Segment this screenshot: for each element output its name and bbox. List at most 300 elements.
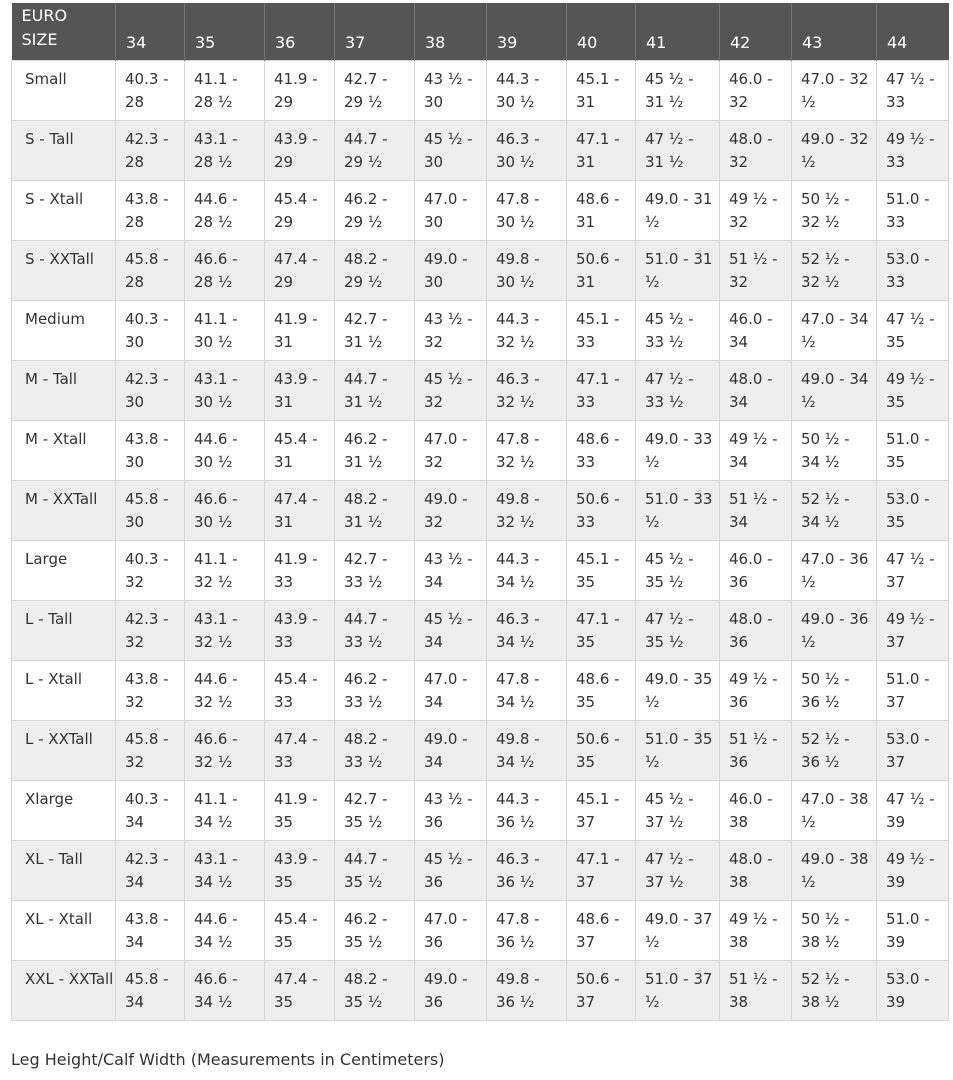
measurement-cell [335, 240, 415, 300]
cell-line: 35 ½ [344, 812, 383, 831]
cell-line: 51.0 - 31 [645, 249, 713, 268]
cell-line: 51.0 - [886, 189, 930, 208]
measurement-cell [116, 360, 185, 420]
cell-line: 34 ½ [801, 512, 840, 531]
cell-line: 48.6 - [576, 189, 620, 208]
measurement-cell [335, 540, 415, 600]
cell-line: ½ [645, 752, 660, 771]
measurement-cell [720, 780, 792, 840]
cell-line: 35 ½ [645, 572, 684, 591]
cell-line: 33 ½ [645, 392, 684, 411]
cell-line: 36 [729, 752, 749, 771]
measurement-cell [877, 180, 949, 240]
cell-line: 48.0 - [729, 129, 773, 148]
cell-line: 49.0 - 31 [645, 189, 713, 208]
cell-line: 28 [125, 152, 145, 171]
cell-line: 37 [886, 752, 906, 771]
cell-line: 49 ½ - [886, 849, 935, 868]
cell-line: 39 [886, 812, 906, 831]
measurement-cell [487, 300, 567, 360]
cell-line: 33 [886, 92, 906, 111]
cell-line: 28 [125, 212, 145, 231]
measurement-cell [567, 420, 636, 480]
cell-line: 45.4 - [274, 669, 318, 688]
cell-line: 34 [729, 512, 749, 531]
measurement-cell [877, 780, 949, 840]
cell-line: 47 ½ - [645, 129, 694, 148]
measurement-cell [636, 240, 720, 300]
measurement-cell [265, 960, 335, 1020]
measurement-cell [335, 720, 415, 780]
cell-line: 41.1 - [194, 69, 238, 88]
row-label: L - Tall [12, 600, 116, 660]
cell-line: 49.0 - 35 [645, 669, 713, 688]
cell-line: 30 ½ [194, 512, 233, 531]
measurement-cell [877, 660, 949, 720]
cell-line: 41.9 - [274, 69, 318, 88]
measurement-cell [116, 960, 185, 1020]
cell-line: 48.2 - [344, 969, 388, 988]
cell-line: 34 ½ [194, 992, 233, 1011]
measurement-cell [636, 960, 720, 1020]
row-label: S - XXTall [12, 240, 116, 300]
cell-line: 31 ½ [344, 392, 383, 411]
cell-line: 44.6 - [194, 669, 238, 688]
row-label: M - Xtall [12, 420, 116, 480]
measurement-cell [415, 360, 487, 420]
cell-line: 35 [274, 872, 294, 891]
cell-line: 53.0 - [886, 489, 930, 508]
measurement-cell [265, 300, 335, 360]
cell-line: 32 [729, 152, 749, 171]
cell-line: 34 ½ [194, 932, 233, 951]
cell-line: 47.4 - [274, 249, 318, 268]
measurement-cell [185, 420, 265, 480]
cell-line: 32 [729, 272, 749, 291]
measurement-cell [335, 360, 415, 420]
cell-line: 53.0 - [886, 969, 930, 988]
measurement-cell [415, 720, 487, 780]
cell-line: 45.8 - [125, 249, 169, 268]
cell-line: 34 ½ [194, 812, 233, 831]
size-column-header: 39 [487, 3, 567, 60]
measurement-cell [185, 300, 265, 360]
measurement-cell [415, 600, 487, 660]
cell-line: 33 ½ [645, 332, 684, 351]
cell-line: 35 [886, 332, 906, 351]
cell-line: 43.8 - [125, 429, 169, 448]
measurement-cell [567, 360, 636, 420]
cell-line: ½ [801, 152, 816, 171]
table-caption: Leg Height/Calf Width (Measurements in Centimeters) [11, 1050, 445, 1069]
measurement-cell [487, 180, 567, 240]
measurement-cell [792, 120, 877, 180]
cell-line: 44.6 - [194, 429, 238, 448]
measurement-cell [185, 60, 265, 120]
cell-line: 45.4 - [274, 909, 318, 928]
measurement-cell [636, 840, 720, 900]
cell-line: 29 [274, 152, 294, 171]
cell-line: 30 [125, 392, 145, 411]
cell-line: 31 ½ [344, 512, 383, 531]
measurement-cell [792, 60, 877, 120]
cell-line: 31 [274, 392, 294, 411]
cell-line: 44.7 - [344, 369, 388, 388]
measurement-cell [720, 540, 792, 600]
cell-line: 52 ½ - [801, 249, 850, 268]
cell-line: 29 ½ [344, 212, 383, 231]
measurement-cell [877, 600, 949, 660]
measurement-cell [487, 420, 567, 480]
cell-line: 36 [424, 812, 444, 831]
measurement-cell [487, 960, 567, 1020]
cell-line: 46.3 - [496, 609, 540, 628]
measurement-cell [116, 540, 185, 600]
cell-line: 41.1 - [194, 309, 238, 328]
cell-line: 48.2 - [344, 489, 388, 508]
measurement-cell [185, 840, 265, 900]
cell-line: 31 [576, 272, 596, 291]
cell-line: 31 [576, 212, 596, 231]
cell-line: 45.8 - [125, 729, 169, 748]
measurement-cell [567, 120, 636, 180]
cell-line: 31 ½ [344, 452, 383, 471]
cell-line: 41.1 - [194, 549, 238, 568]
measurement-cell [792, 240, 877, 300]
measurement-cell [185, 120, 265, 180]
row-label: L - Xtall [12, 660, 116, 720]
measurement-cell [185, 540, 265, 600]
cell-line: 51 ½ - [729, 249, 778, 268]
cell-line: 45 ½ - [424, 129, 473, 148]
cell-line: 31 [576, 92, 596, 111]
measurement-cell [116, 840, 185, 900]
row-label: S - Tall [12, 120, 116, 180]
measurement-cell [792, 840, 877, 900]
cell-line: 47.8 - [496, 669, 540, 688]
measurement-cell [877, 60, 949, 120]
measurement-cell [636, 480, 720, 540]
cell-line: 34 [125, 992, 145, 1011]
measurement-cell [487, 900, 567, 960]
cell-line: 43.1 - [194, 369, 238, 388]
cell-line: 33 [274, 632, 294, 651]
cell-line: 49.0 - 33 [645, 429, 713, 448]
cell-line: 46.2 - [344, 669, 388, 688]
cell-line: 49 ½ - [886, 609, 935, 628]
cell-line: 52 ½ - [801, 489, 850, 508]
measurement-cell [265, 180, 335, 240]
cell-line: ½ [645, 932, 660, 951]
cell-line: 44.3 - [496, 69, 540, 88]
cell-line: 44.6 - [194, 189, 238, 208]
cell-line: 46.6 - [194, 489, 238, 508]
cell-line: 47 ½ - [886, 69, 935, 88]
cell-line: ½ [801, 812, 816, 831]
measurement-cell [415, 240, 487, 300]
measurement-cell [636, 360, 720, 420]
measurement-cell [116, 480, 185, 540]
cell-line: 53.0 - [886, 729, 930, 748]
cell-line: 45.1 - [576, 69, 620, 88]
row-label: M - Tall [12, 360, 116, 420]
row-label: XXL - XXTall [12, 960, 116, 1020]
cell-line: 51 ½ - [729, 729, 778, 748]
cell-line: 36 [424, 992, 444, 1011]
cell-line: ½ [801, 392, 816, 411]
table-row [12, 780, 949, 840]
cell-line: 33 ½ [344, 632, 383, 651]
cell-line: 50.6 - [576, 729, 620, 748]
cell-line: 34 ½ [496, 572, 535, 591]
row-label: Medium [12, 300, 116, 360]
cell-line: 46.6 - [194, 249, 238, 268]
cell-line: 45 ½ - [424, 849, 473, 868]
cell-line: 44.3 - [496, 309, 540, 328]
cell-line: 36 ½ [496, 872, 535, 891]
cell-line: 49 ½ - [729, 429, 778, 448]
cell-line: 45.8 - [125, 969, 169, 988]
header-row [12, 3, 949, 60]
cell-line: 44.7 - [344, 129, 388, 148]
cell-line: 30 ½ [194, 392, 233, 411]
measurement-cell [877, 300, 949, 360]
cell-line: 46.0 - [729, 789, 773, 808]
measurement-cell [877, 120, 949, 180]
measurement-cell [116, 120, 185, 180]
cell-line: 45 ½ - [645, 309, 694, 328]
row-label: L - XXTall [12, 720, 116, 780]
cell-line: 34 [424, 632, 444, 651]
cell-line: 45 ½ - [424, 609, 473, 628]
cell-line: 43.9 - [274, 369, 318, 388]
measurement-cell [335, 60, 415, 120]
cell-line: 29 [274, 92, 294, 111]
measurement-cell [792, 480, 877, 540]
measurement-cell [877, 960, 949, 1020]
cell-line: 31 [274, 512, 294, 531]
cell-line: 33 [886, 152, 906, 171]
size-column-header: 35 [185, 3, 265, 60]
cell-line: 47.1 - [576, 369, 620, 388]
measurement-cell [185, 900, 265, 960]
cell-line: 35 ½ [344, 992, 383, 1011]
measurement-cell [636, 600, 720, 660]
cell-line: 35 [886, 392, 906, 411]
cell-line: 36 [729, 572, 749, 591]
cell-line: 36 ½ [801, 692, 840, 711]
cell-line: 37 [576, 932, 596, 951]
cell-line: 34 [729, 392, 749, 411]
cell-line: 36 [424, 932, 444, 951]
table-row [12, 420, 949, 480]
cell-line: 28 [125, 272, 145, 291]
table-row [12, 900, 949, 960]
cell-line: 41.1 - [194, 789, 238, 808]
measurement-cell [415, 840, 487, 900]
cell-line: 42.3 - [125, 129, 169, 148]
measurement-cell [487, 120, 567, 180]
table-row [12, 120, 949, 180]
cell-line: 38 ½ [801, 992, 840, 1011]
cell-line: 43 ½ - [424, 549, 473, 568]
cell-line: 42.7 - [344, 309, 388, 328]
cell-line: 31 [274, 452, 294, 471]
measurement-cell [792, 540, 877, 600]
cell-line: 36 ½ [496, 992, 535, 1011]
cell-line: 38 [729, 992, 749, 1011]
measurement-cell [185, 480, 265, 540]
cell-line: 34 [125, 872, 145, 891]
table-row [12, 540, 949, 600]
cell-line: 32 ½ [801, 272, 840, 291]
cell-line: ½ [801, 572, 816, 591]
measurement-cell [185, 660, 265, 720]
cell-line: 32 [729, 92, 749, 111]
cell-line: 34 [424, 572, 444, 591]
cell-line: ½ [801, 872, 816, 891]
cell-line: 42.7 - [344, 789, 388, 808]
measurement-cell [720, 600, 792, 660]
cell-line: 39 [886, 932, 906, 951]
measurement-cell [415, 660, 487, 720]
measurement-cell [335, 840, 415, 900]
cell-line: 32 ½ [496, 392, 535, 411]
cell-line: 49.0 - 38 [801, 849, 869, 868]
cell-line: 40.3 - [125, 309, 169, 328]
cell-line: 43.9 - [274, 129, 318, 148]
cell-line: 47.1 - [576, 129, 620, 148]
cell-line: 44.6 - [194, 909, 238, 928]
cell-line: 31 ½ [645, 152, 684, 171]
cell-line: ½ [645, 512, 660, 531]
cell-line: 34 [424, 692, 444, 711]
cell-line: 34 ½ [194, 872, 233, 891]
cell-line: 44.3 - [496, 549, 540, 568]
cell-line: 30 [424, 92, 444, 111]
cell-line: 46.2 - [344, 429, 388, 448]
cell-line: 49 ½ - [729, 189, 778, 208]
measurement-cell [487, 240, 567, 300]
cell-line: 51.0 - 35 [645, 729, 713, 748]
measurement-cell [185, 600, 265, 660]
cell-line: 48.6 - [576, 429, 620, 448]
measurement-cell [335, 300, 415, 360]
cell-line: 46.3 - [496, 369, 540, 388]
measurement-cell [116, 600, 185, 660]
measurement-cell [720, 360, 792, 420]
cell-line: 33 [576, 512, 596, 531]
cell-line: 30 ½ [496, 152, 535, 171]
measurement-cell [877, 480, 949, 540]
measurement-cell [265, 240, 335, 300]
cell-line: 33 [886, 272, 906, 291]
cell-line: 37 [886, 572, 906, 591]
cell-line: 38 [729, 872, 749, 891]
cell-line: 43.8 - [125, 189, 169, 208]
cell-line: 29 [274, 212, 294, 231]
measurement-cell [567, 840, 636, 900]
cell-line: ½ [801, 332, 816, 351]
cell-line: 48.6 - [576, 909, 620, 928]
measurement-cell [415, 540, 487, 600]
cell-line: 42.3 - [125, 849, 169, 868]
cell-line: 33 [274, 752, 294, 771]
cell-line: 38 ½ [801, 932, 840, 951]
measurement-cell [185, 180, 265, 240]
cell-line: 48.0 - [729, 369, 773, 388]
cell-line: 32 ½ [194, 632, 233, 651]
table-row [12, 60, 949, 120]
cell-line: 47.0 - 34 [801, 309, 869, 328]
cell-line: 33 [274, 692, 294, 711]
cell-line: 43 ½ - [424, 69, 473, 88]
cell-line: 32 ½ [194, 752, 233, 771]
cell-line: 47.0 - [424, 429, 468, 448]
cell-line: 44.7 - [344, 849, 388, 868]
measurement-cell [487, 660, 567, 720]
cell-line: 34 [125, 812, 145, 831]
cell-line: 32 [424, 392, 444, 411]
cell-line: 28 [125, 92, 145, 111]
cell-line: 38 [729, 812, 749, 831]
cell-line: 29 ½ [344, 272, 383, 291]
cell-line: 43.9 - [274, 849, 318, 868]
cell-line: 42.3 - [125, 609, 169, 628]
measurement-cell [877, 420, 949, 480]
cell-line: 28 ½ [194, 212, 233, 231]
cell-line: 32 ½ [496, 452, 535, 471]
cell-line: 33 [576, 452, 596, 471]
cell-line: 51.0 - 33 [645, 489, 713, 508]
cell-line: 46.6 - [194, 729, 238, 748]
cell-line: 34 [424, 752, 444, 771]
measurement-cell [335, 660, 415, 720]
table-row [12, 180, 949, 240]
cell-line: ½ [801, 92, 816, 111]
cell-line: 49.8 - [496, 489, 540, 508]
cell-line: 32 [424, 452, 444, 471]
measurement-cell [720, 300, 792, 360]
cell-line: 33 ½ [344, 752, 383, 771]
measurement-cell [720, 480, 792, 540]
cell-line: 28 ½ [194, 272, 233, 291]
measurement-cell [720, 960, 792, 1020]
cell-line: 41.9 - [274, 549, 318, 568]
cell-line: 45 ½ - [645, 69, 694, 88]
table-row [12, 300, 949, 360]
measurement-cell [792, 360, 877, 420]
cell-line: 51.0 - [886, 909, 930, 928]
cell-line: 47.8 - [496, 429, 540, 448]
cell-line: 47.4 - [274, 729, 318, 748]
measurement-cell [636, 780, 720, 840]
cell-line: 47.8 - [496, 909, 540, 928]
cell-line: 47.0 - [424, 189, 468, 208]
cell-line: 30 [424, 272, 444, 291]
cell-line: 35 [576, 572, 596, 591]
measurement-cell [567, 180, 636, 240]
cell-line: 49.0 - [424, 249, 468, 268]
cell-line: 47.0 - 36 [801, 549, 869, 568]
measurement-cell [265, 480, 335, 540]
measurement-cell [567, 480, 636, 540]
cell-line: 43 ½ - [424, 789, 473, 808]
cell-line: 47.8 - [496, 189, 540, 208]
cell-line: ½ [645, 692, 660, 711]
cell-line: 49.0 - [424, 729, 468, 748]
cell-line: 40.3 - [125, 549, 169, 568]
